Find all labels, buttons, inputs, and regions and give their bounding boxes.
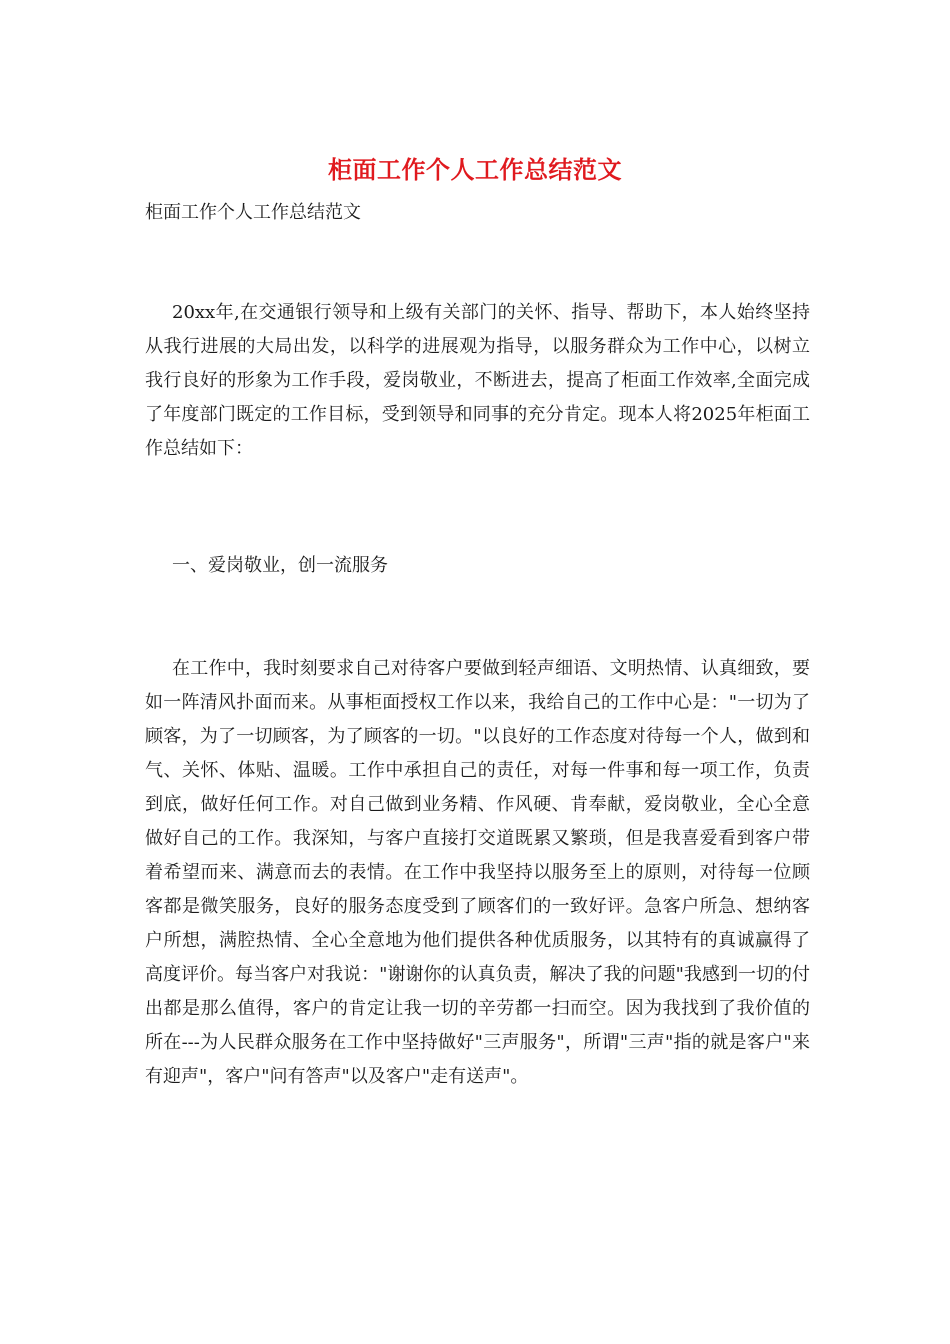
intro-paragraph: 20xx年,在交通银行领导和上级有关部门的关怀、指导、帮助下，本人始终坚持从我行进展的大局出发，以科学的进展观为指导，以服务群众为工作中心，以树立我行良好的形象为工作手段，爱岗敬业，不断进去，提高了柜面工作效率,全面完成了年度部门既定的工作目标，受到领导和同事的充分肯定。现本人将2025年柜面工作总结如下： xyxy=(145,302,810,459)
body-paragraph: 在工作中，我时刻要求自己对待客户要做到轻声细语、文明热情、认真细致，要如一阵清风扑面而来。从事柜面授权工作以来，我给自己的工作中心是："一切为了顾客，为了一切顾客，为了顾客的一切。"以良好的工作态度对待每一个人，做到和气、关怀、体贴、温暖。工作中承担自己的责任，对每一件事和每一项工作，负责到底，做好任何工作。对自己做到业务精、作风硬、肯奉献，爱岗敬业，全心全意做好自己的工作。我深知，与客户直接打交道既累又繁琐，但是我喜爱看到客户带着希望而来、满意而去的表情。在工作中我坚持以服务至上的原则，对待每一位顾客都是微笑服务，良好的服务态度受到了顾客们的一致好评。急客户所急、想纳客户所想，满腔热情、全心全意地为他们提供各种优质服务，以其特有的真诚赢得了高度评价。每当客户对我说："谢谢你的认真负责，解决了我的问题"我感到一切的付出都是那么值得，客户的肯定让我一切的辛劳都一扫而空。因为我找到了我价值的所在---为人民群众服务在工作中坚持做好"三声服务"，所谓"三声"指的就是客户"来有迎声"，客户"问有答声"以及客户"走有送声"。 xyxy=(145,658,810,1087)
section-heading: 一、爱岗敬业，创一流服务 xyxy=(172,555,388,576)
document-title: 柜面工作个人工作总结范文 xyxy=(328,155,622,184)
document-subtitle: 柜面工作个人工作总结范文 xyxy=(145,202,361,223)
